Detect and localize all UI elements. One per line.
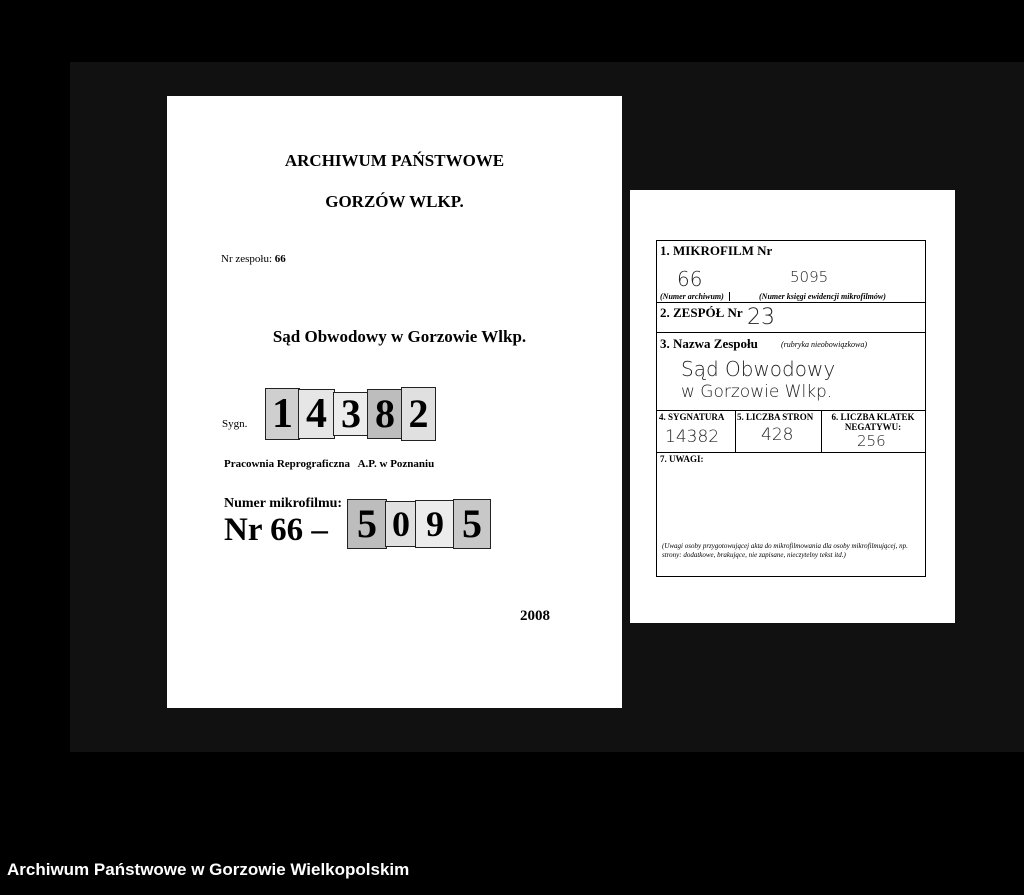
- title-page: [167, 96, 622, 708]
- digit-tile: 5: [347, 499, 387, 549]
- section-title: 3. Nazwa Zespołu: [660, 336, 758, 351]
- fond-name-line: w Gorzowie Wlkp.: [681, 382, 833, 402]
- fond-number: 23: [747, 305, 775, 330]
- register-number: 5095: [790, 268, 829, 286]
- signature-label: Sygn.: [222, 418, 248, 430]
- section-title: 5. LICZBA STRON: [737, 412, 814, 422]
- signature-tiles: [265, 387, 434, 441]
- card-table: [656, 240, 926, 577]
- fond-name-line: Sąd Obwodowy: [681, 357, 836, 381]
- image-caption: Archiwum Państwowe w Gorzowie Wielkopolskim: [7, 860, 410, 879]
- pages-value: 428: [761, 425, 794, 445]
- microfilm-card: [630, 190, 955, 623]
- digit-tile: 1: [265, 388, 300, 440]
- section-title: 2. ZESPÓŁ Nr: [660, 305, 743, 320]
- section-title: 6. LICZBA KLATEK NEGATYWU:: [831, 412, 915, 432]
- microfilm-label: Numer mikrofilmu:: [224, 496, 343, 511]
- fond-label: Nr zespołu:: [221, 253, 273, 265]
- signature-value: 14382: [665, 427, 720, 447]
- section-title: 1. MIKROFILM Nr: [660, 243, 773, 258]
- archive-caption: (Numer archiwum): [660, 292, 730, 301]
- digit-tile: 9: [415, 500, 455, 548]
- microfilm-prefix: Nr 66 –: [224, 512, 328, 548]
- archive-number: 66: [677, 267, 703, 291]
- section-fond: [657, 302, 925, 333]
- year: 2008: [520, 608, 550, 624]
- frames-value: 256: [857, 432, 886, 450]
- section-note: (rubryka nieobowiązkowa): [781, 340, 867, 349]
- digit-tile: 2: [401, 387, 436, 441]
- archive-city: GORZÓW WLKP.: [325, 192, 464, 211]
- digit-tile: 0: [385, 501, 417, 547]
- signature-cell: [657, 410, 736, 452]
- frames-cell: [821, 410, 925, 452]
- digit-tile: 8: [367, 389, 403, 439]
- fond-number-line: [221, 253, 286, 265]
- section-title: 7. UWAGI:: [660, 454, 704, 464]
- digit-tile: 4: [298, 389, 335, 439]
- section-microfilm: [657, 241, 925, 303]
- digit-tile: 5: [453, 499, 491, 549]
- section-counts: [657, 410, 925, 453]
- section-title: 4. SYGNATURA: [659, 412, 725, 422]
- fond-number: 66: [274, 253, 286, 265]
- workshop-line: Pracownia Reprograficzna A.P. w Poznaniu: [224, 458, 435, 470]
- section-fond-name: [657, 332, 925, 411]
- fond-name: Sąd Obwodowy w Gorzowie Wlkp.: [272, 327, 527, 346]
- remarks-note: (Uwagi osoby przygotowującej akta do mikrofilmowania dla osoby mikrofilmującej, np. strony: dodatkowe, brakujące, nie zapisane, nieczytelny tekst itd.): [662, 542, 908, 559]
- microfilm-tiles: [347, 499, 489, 549]
- section-remarks: [657, 452, 925, 575]
- register-caption: (Numer księgi ewidencji mikrofilmów): [759, 292, 886, 301]
- pages-cell: [735, 410, 822, 452]
- digit-tile: 3: [333, 392, 369, 436]
- archive-name: ARCHIWUM PAŃSTWOWE: [284, 151, 505, 170]
